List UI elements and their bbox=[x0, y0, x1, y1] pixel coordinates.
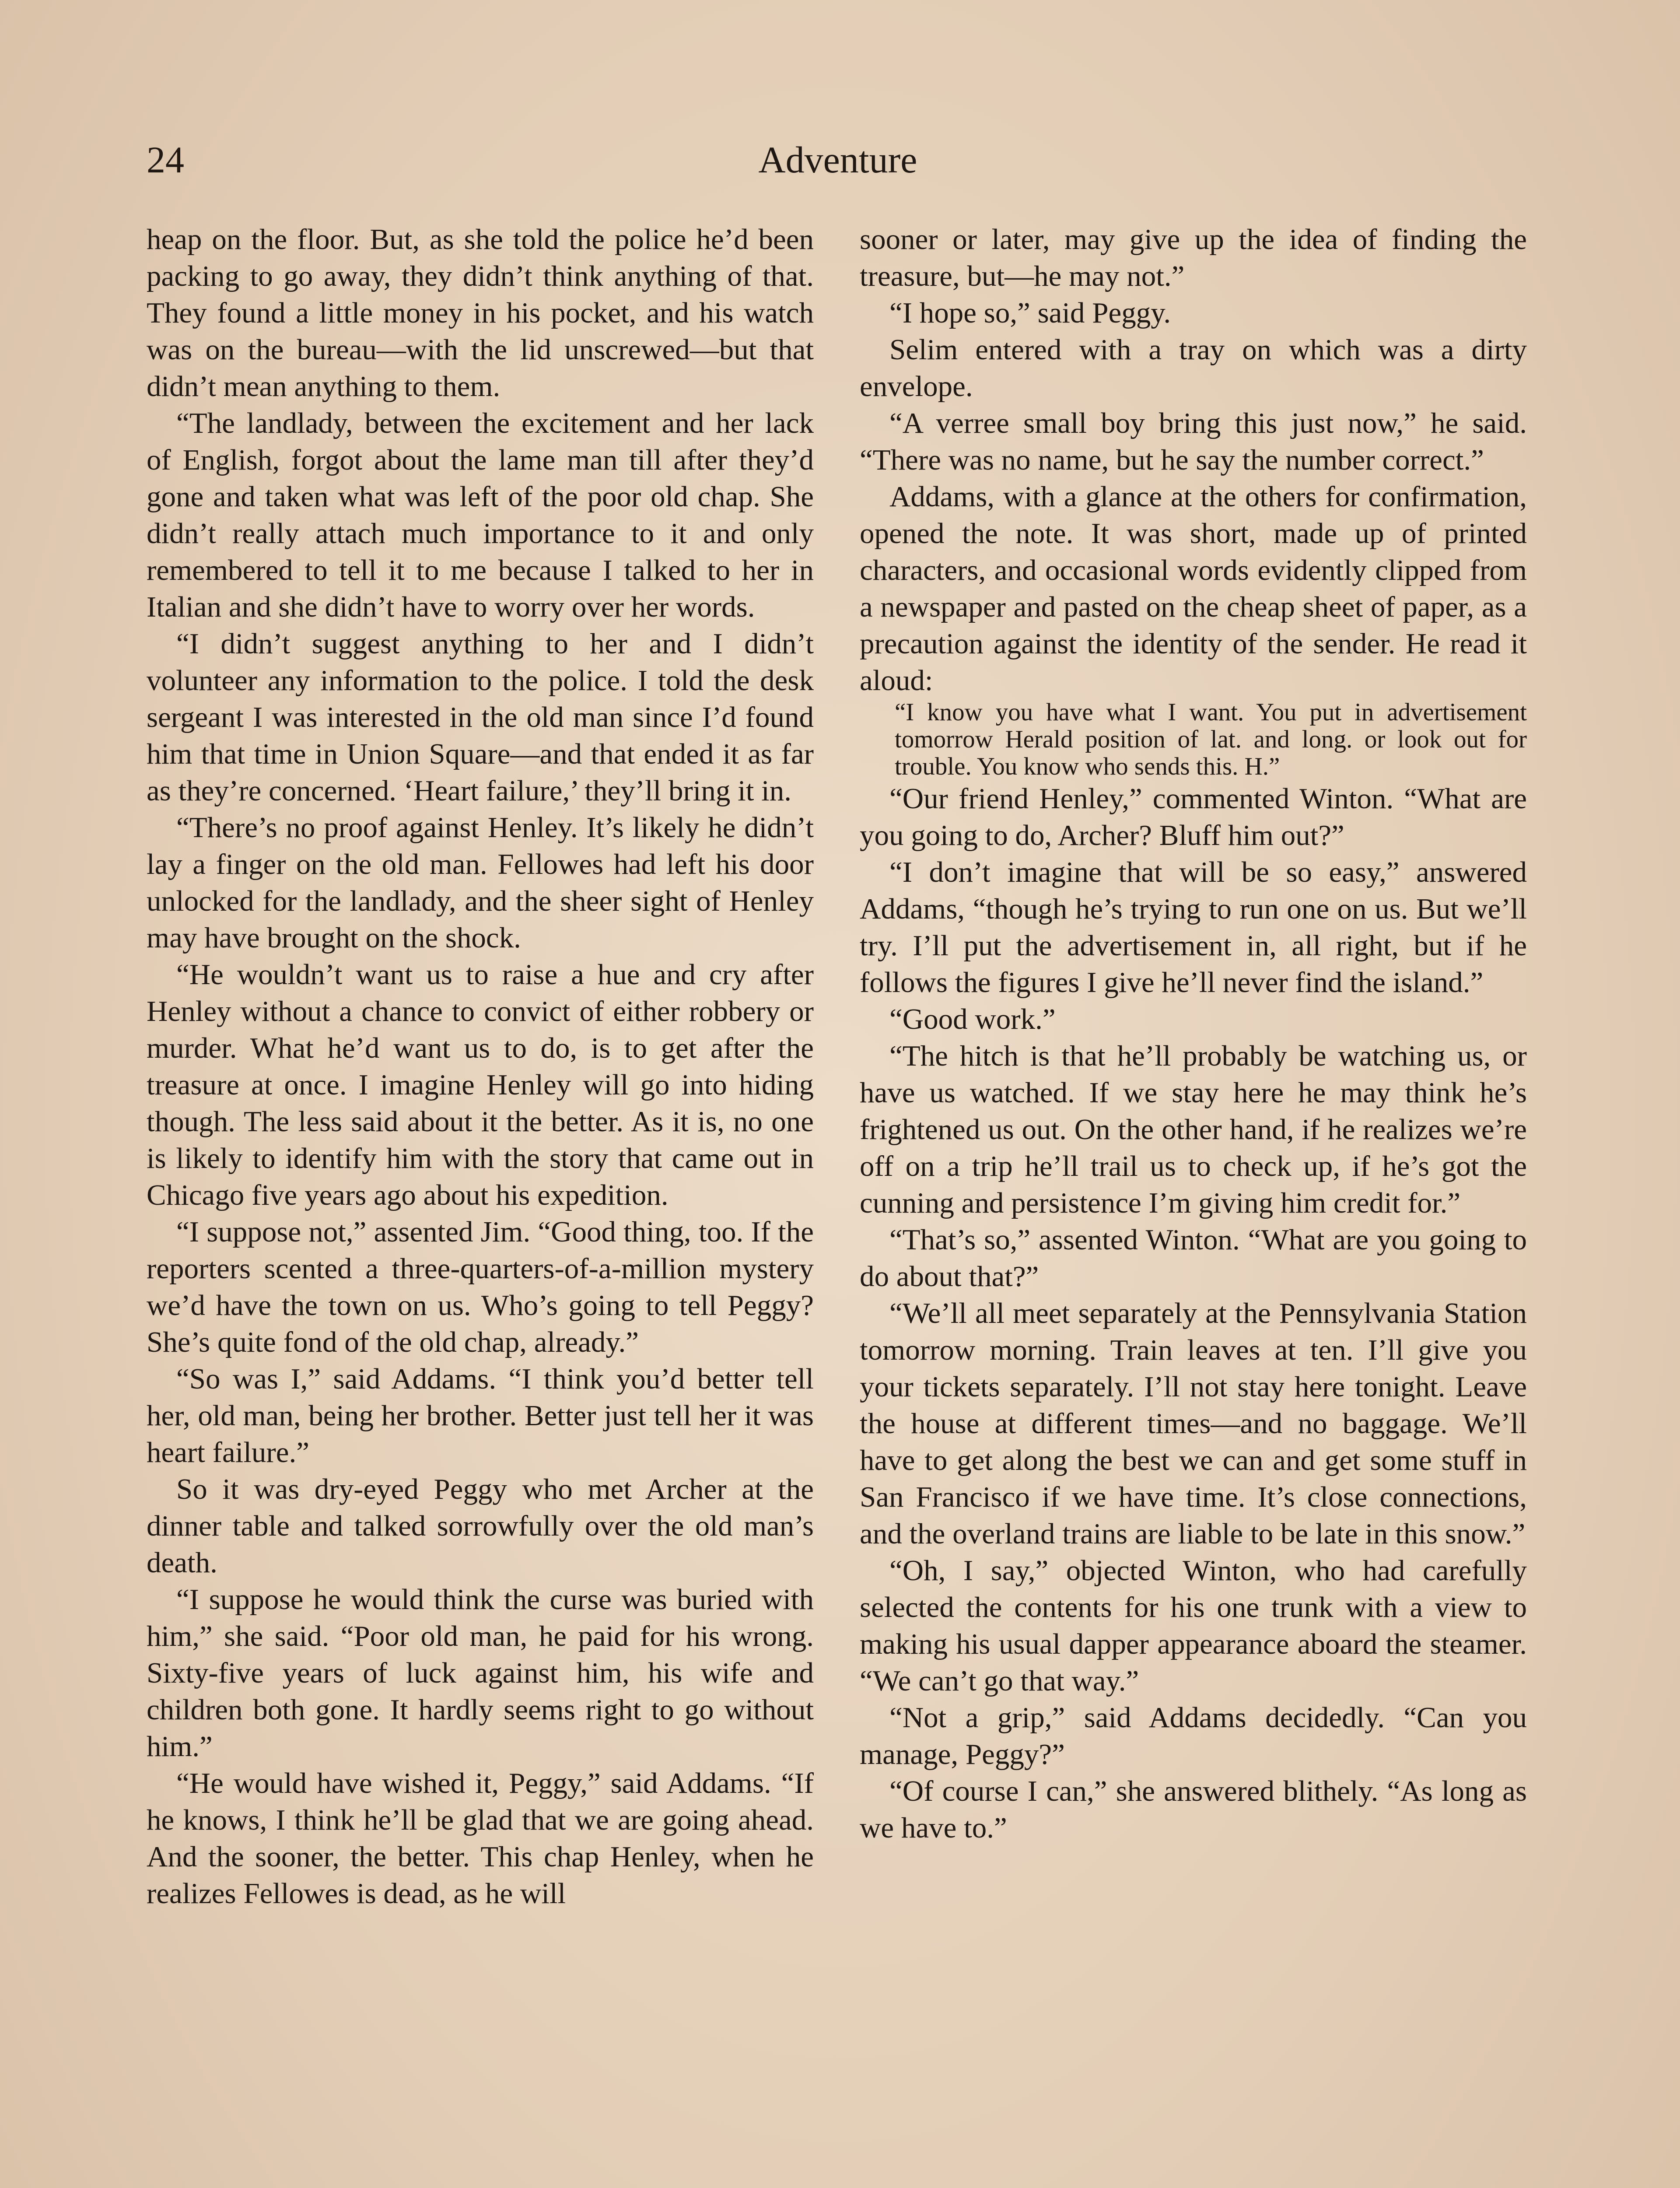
paragraph: “I suppose not,” assented Jim. “Good thing, too. If the reporters scented a three-quarters-of-a-million mystery we’d have the town on us. Who’s going to tell Peggy? She’s quite fond of the old chap, already.” bbox=[147, 1216, 814, 1358]
page-number: 24 bbox=[147, 139, 184, 181]
paragraph: “Oh, I say,” objected Winton, who had carefully selected the contents for his one trunk with a view to making his usual dapper appearance aboard the steamer. “We can’t go that way.” bbox=[860, 1554, 1527, 1697]
paragraph: “There’s no proof against Henley. It’s likely he didn’t lay a finger on the old man. Fellowes had left his door unlocked for the landlady, and the sheer sight of Henley may have brought on the shock. bbox=[147, 811, 814, 954]
right-column bbox=[860, 221, 1527, 1846]
paragraph: “I suppose he would think the curse was buried with him,” she said. “Poor old man, he paid for his wrong. Sixty-five years of luck against him, his wife and children both gone. It hardly seems right to go without him.” bbox=[147, 1583, 814, 1763]
paragraph: “The hitch is that he’ll probably be watching us, or have us watched. If we stay here he may think he’s frightened us out. On the other hand, if he realizes we’re off on a trip he’ll trail us to check up, if he’s got the cunning and persistence I’m giving him credit for.” bbox=[860, 1040, 1527, 1219]
paragraph: “Not a grip,” said Addams decidedly. “Can you manage, Peggy?” bbox=[860, 1701, 1527, 1771]
paragraph: “A verree small boy bring this just now,” he said. “There was no name, but he say the number correct.” bbox=[860, 407, 1527, 476]
paragraph: sooner or later, may give up the idea of finding the treasure, but—he may not.” bbox=[860, 223, 1527, 292]
paragraph: “Good work.” bbox=[889, 1003, 1056, 1035]
paragraph: “I hope so,” said Peggy. bbox=[889, 297, 1171, 329]
paragraph: “I didn’t suggest anything to her and I didn’t volunteer any information to the police. I told the desk sergeant I was interested in the old man since I’d found him that time in Union Square—and that ended it as far as they’re concerned. ‘Heart failure,’ they’ll bring it in. bbox=[147, 628, 814, 807]
paragraph: “Of course I can,” she answered blithely. “As long as we have to.” bbox=[860, 1775, 1527, 1844]
paragraph: So it was dry-eyed Peggy who met Archer at the dinner table and talked sorrowfully over the old man’s death. bbox=[147, 1473, 814, 1579]
paragraph: Addams, with a glance at the others for confirmation, opened the note. It was short, made up of printed characters, and occasional words evidently clipped from a newspaper and pasted on the cheap sheet of paper, as a precaution against the identity of the sender. He read it aloud: bbox=[860, 480, 1527, 697]
paragraph: “He wouldn’t want us to raise a hue and cry after Henley without a chance to convict of either robbery or murder. What he’d want us to do, is to get after the treasure at once. I imagine Henley will go into hiding though. The less said about it the better. As it is, no one is likely to identify him with the story that came out in Chicago five years ago about his expedition. bbox=[147, 958, 814, 1211]
paragraph: heap on the floor. But, as she told the police he’d been packing to go away, they didn’t think anything of that. They found a little money in his pocket, and his watch was on the bureau—with the lid unscrewed—but that didn’t mean anything to them. bbox=[147, 223, 814, 403]
running-head: Adventure bbox=[758, 139, 917, 181]
quoted-note: “I know you have what I want. You put in advertisement tomorrow Herald position of lat. and long. or look out for trouble. You know who sends this. H.” bbox=[895, 698, 1527, 780]
paragraph: “That’s so,” assented Winton. “What are you going to do about that?” bbox=[860, 1224, 1527, 1293]
paragraph: “So was I,” said Addams. “I think you’d better tell her, old man, being her brother. Better just tell her it was heart failure.” bbox=[147, 1363, 814, 1469]
paragraph: “We’ll all meet separately at the Pennsylvania Station tomorrow morning. Train leaves at ten. I’ll give you your tickets separately. I’ll not stay here tonight. Leave the house at different times—and no baggage. We’ll have to get along the best we can and get some stuff in San Francisco if we have time. It’s close connections, and the overland trains are liable to be late in this snow.” bbox=[860, 1297, 1527, 1550]
paragraph: “He would have wished it, Peggy,” said Addams. “If he knows, I think he’ll be glad that we are going ahead. And the sooner, the better. This chap Henley, when he realizes Fellowes is dead, as he will bbox=[147, 1767, 814, 1910]
paragraph: “Our friend Henley,” commented Winton. “What are you going to do, Archer? Bluff him out?” bbox=[860, 782, 1527, 852]
paragraph: “I don’t imagine that will be so easy,” answered Addams, “though he’s trying to run one on us. But we’ll try. I’ll put the advertisement in, all right, but if he follows the figures I give he’ll never find the island.” bbox=[860, 856, 1527, 999]
left-column bbox=[147, 221, 814, 1912]
paragraph: “The landlady, between the excitement and her lack of English, forgot about the lame man till after they’d gone and taken what was left of the poor old chap. She didn’t really attach much importance to it and only remembered to tell it to me because I talked to her in Italian and she didn’t have to worry over her words. bbox=[147, 407, 814, 623]
page-header bbox=[147, 131, 1529, 188]
paragraph: Selim entered with a tray on which was a dirty envelope. bbox=[860, 333, 1527, 403]
